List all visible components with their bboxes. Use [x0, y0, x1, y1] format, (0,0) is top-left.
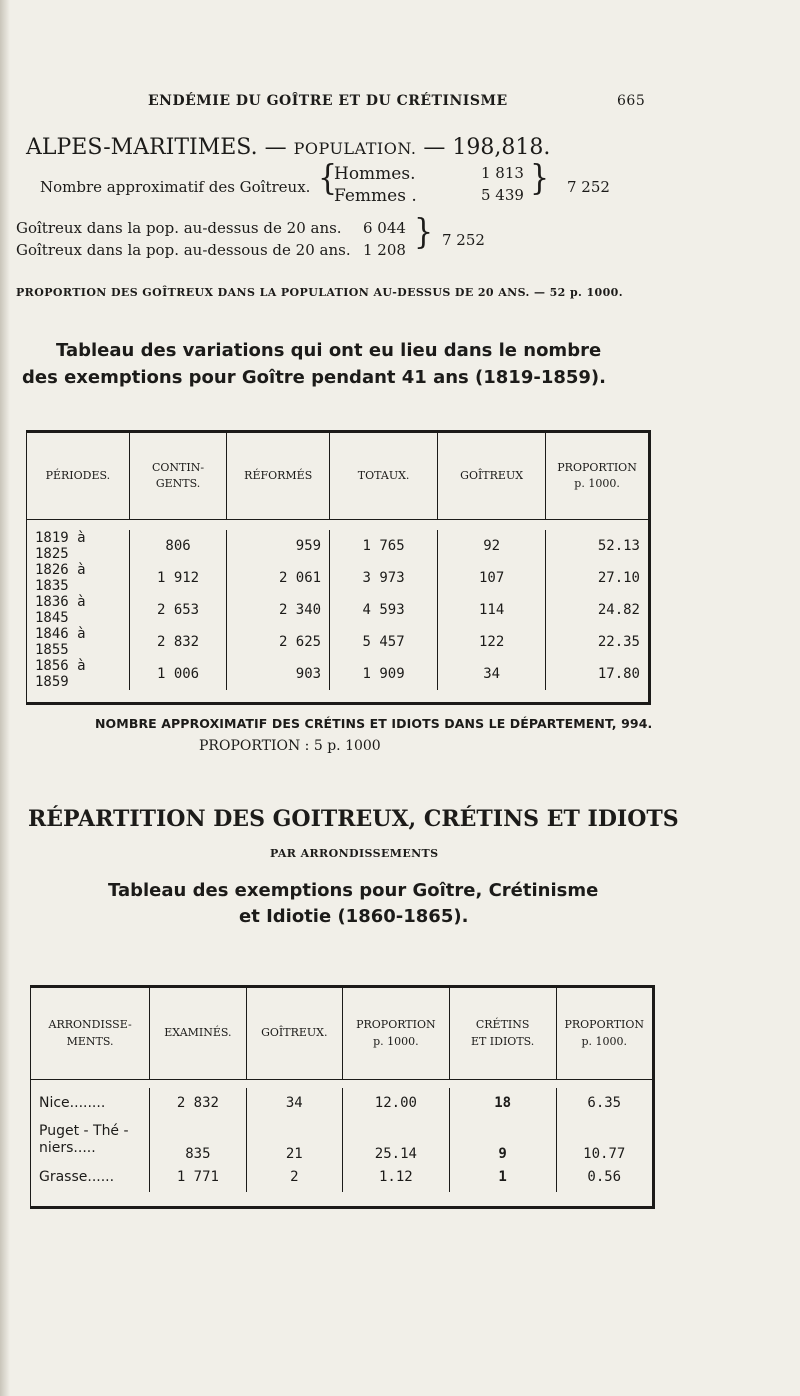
population-value: 198,818. — [452, 135, 551, 160]
col-header-contingents: CONTIN- GENTS. — [129, 432, 227, 520]
cell-cretins: 18 — [449, 1088, 556, 1118]
cell-reformes: 903 — [227, 658, 330, 690]
col-header-arrondissements: ARRONDISSE- MENTS. — [31, 987, 150, 1080]
cell-examines: 835 — [150, 1118, 246, 1162]
exemptions-table-1860-1865 — [30, 985, 655, 1209]
cell-totaux: 5 457 — [330, 626, 438, 658]
col-header-reformes: RÉFORMÉS — [227, 432, 330, 520]
cell-contingents: 2 832 — [129, 626, 227, 658]
goitreux-label: Nombre approximatif des Goîtreux. — [40, 178, 311, 196]
heading-dash-2: — — [416, 135, 453, 160]
cell-proportion: 12.00 — [342, 1088, 449, 1118]
proportion-line: PROPORTION DES GOÎTREUX DANS LA POPULATION AU-DESSUS DE 20 ANS. — 52 p. 1000. — [16, 286, 623, 299]
cretins-count-line: NOMBRE APPROXIMATIF DES CRÉTINS ET IDIOTS DANS LE DÉPARTEMENT, 994. — [95, 716, 653, 731]
page-number: 665 — [617, 93, 646, 109]
col-header-cretins: CRÉTINS ET IDIOTS. — [449, 987, 556, 1080]
cell-goitreux: 21 — [246, 1118, 342, 1162]
cell-goitreux: 34 — [438, 658, 546, 690]
col-header-proportion: PROPORTION p. 1000. — [546, 432, 650, 520]
table-row — [31, 1192, 654, 1208]
cell-arrondissement: Nice........ — [39, 1095, 106, 1111]
cell-proportion: 24.82 — [546, 594, 650, 626]
cell-proportion: 27.10 — [546, 562, 650, 594]
brace-age: } — [414, 212, 434, 253]
table-row — [27, 690, 650, 704]
cell-totaux: 1 909 — [330, 658, 438, 690]
cell-goitreux: 92 — [438, 530, 546, 562]
age-total: 7 252 — [442, 231, 485, 249]
cell-proportion-cretins: 6.35 — [556, 1088, 653, 1118]
cell-contingents: 1 006 — [129, 658, 227, 690]
table-row — [27, 626, 650, 658]
table-row — [27, 562, 650, 594]
cell-goitreux: 107 — [438, 562, 546, 594]
col-header-goitreux: GOÎTREUX — [438, 432, 546, 520]
cell-cretins: 9 — [449, 1118, 556, 1162]
over-20-value: 6 044 — [363, 219, 406, 237]
table2-title-line1: Tableau des exemptions pour Goître, Crétinisme — [108, 880, 599, 901]
table-header-row — [31, 987, 654, 1080]
men-label: Hommes. — [334, 164, 416, 184]
brace-right: } — [530, 158, 550, 199]
section-subtitle: PAR ARRONDISSEMENTS — [270, 847, 439, 860]
cell-reformes: 2 340 — [227, 594, 330, 626]
col-header-periodes: PÉRIODES. — [27, 432, 130, 520]
col-header-totaux: TOTAUX. — [330, 432, 438, 520]
cell-goitreux: 34 — [246, 1088, 342, 1118]
table-row — [31, 1088, 654, 1118]
department-name: ALPES-MARITIMES. — [26, 135, 258, 160]
cell-goitreux: 114 — [438, 594, 546, 626]
women-label: Femmes . — [334, 186, 417, 206]
cell-totaux: 3 973 — [330, 562, 438, 594]
table-row — [31, 1118, 654, 1162]
col-header-proportion-cretins: PROPORTION p. 1000. — [556, 987, 653, 1080]
under-20-label: Goîtreux dans la pop. au-dessous de 20 ans. — [16, 241, 351, 259]
table-header-row — [27, 432, 650, 520]
exemptions-table-1819-1859 — [26, 430, 651, 705]
page-spine-shadow — [0, 0, 10, 1396]
cell-goitreux: 2 — [246, 1162, 342, 1192]
cell-totaux: 4 593 — [330, 594, 438, 626]
under-20-value: 1 208 — [363, 241, 406, 259]
cell-proportion: 1.12 — [342, 1162, 449, 1192]
cell-proportion: 25.14 — [342, 1118, 449, 1162]
cell-proportion-cretins: 10.77 — [556, 1118, 653, 1162]
cell-contingents: 1 912 — [129, 562, 227, 594]
cell-examines: 2 832 — [150, 1088, 246, 1118]
cell-period: 1846 à 1855 — [35, 626, 86, 658]
cell-proportion: 22.35 — [546, 626, 650, 658]
table2-title-line2: et Idiotie (1860-1865). — [239, 906, 469, 927]
table-row — [27, 520, 650, 531]
cretins-proportion-line: PROPORTION : 5 p. 1000 — [199, 738, 381, 754]
table-row — [27, 594, 650, 626]
cell-arrondissement: Grasse...... — [39, 1169, 115, 1185]
cell-goitreux: 122 — [438, 626, 546, 658]
cell-proportion: 52.13 — [546, 530, 650, 562]
department-heading — [26, 135, 666, 160]
col-header-proportion-goitreux: PROPORTION p. 1000. — [342, 987, 449, 1080]
running-head-title: ENDÉMIE DU GOÎTRE ET DU CRÉTINISME — [148, 93, 508, 109]
cell-period: 1819 à 1825 — [35, 530, 86, 562]
cell-period: 1826 à 1835 — [35, 562, 86, 594]
heading-dash: — — [257, 135, 294, 160]
table-row — [27, 530, 650, 562]
cell-period: 1836 à 1845 — [35, 594, 86, 626]
cell-contingents: 806 — [129, 530, 227, 562]
cell-totaux: 1 765 — [330, 530, 438, 562]
table-row — [31, 1080, 654, 1089]
cell-examines: 1 771 — [150, 1162, 246, 1192]
brace-left: { — [318, 158, 338, 199]
women-value: 5 439 — [481, 186, 524, 204]
cell-reformes: 2 625 — [227, 626, 330, 658]
population-label: POPULATION. — [293, 139, 417, 158]
table-row — [31, 1162, 654, 1192]
cell-contingents: 2 653 — [129, 594, 227, 626]
goitreux-total: 7 252 — [567, 178, 610, 196]
cell-reformes: 959 — [227, 530, 330, 562]
men-value: 1 813 — [481, 164, 524, 182]
cell-arrondissement: Puget - Thé - niers..... — [39, 1122, 129, 1156]
col-header-goitreux: GOÎTREUX. — [246, 987, 342, 1080]
cell-cretins: 1 — [449, 1162, 556, 1192]
cell-period: 1856 à 1859 — [35, 658, 86, 690]
table-row — [27, 658, 650, 690]
table1-title-line1: Tableau des variations qui ont eu lieu dans le nombre — [56, 340, 602, 361]
cell-proportion-cretins: 0.56 — [556, 1162, 653, 1192]
table1-title-line2: des exemptions pour Goître pendant 41 ans (1819-1859). — [22, 367, 606, 388]
col-header-examines: EXAMINÉS. — [150, 987, 246, 1080]
cell-proportion: 17.80 — [546, 658, 650, 690]
cell-reformes: 2 061 — [227, 562, 330, 594]
over-20-label: Goîtreux dans la pop. au-dessus de 20 ans. — [16, 219, 342, 237]
section-title: RÉPARTITION DES GOITREUX, CRÉTINS ET IDIOTS — [28, 806, 679, 832]
